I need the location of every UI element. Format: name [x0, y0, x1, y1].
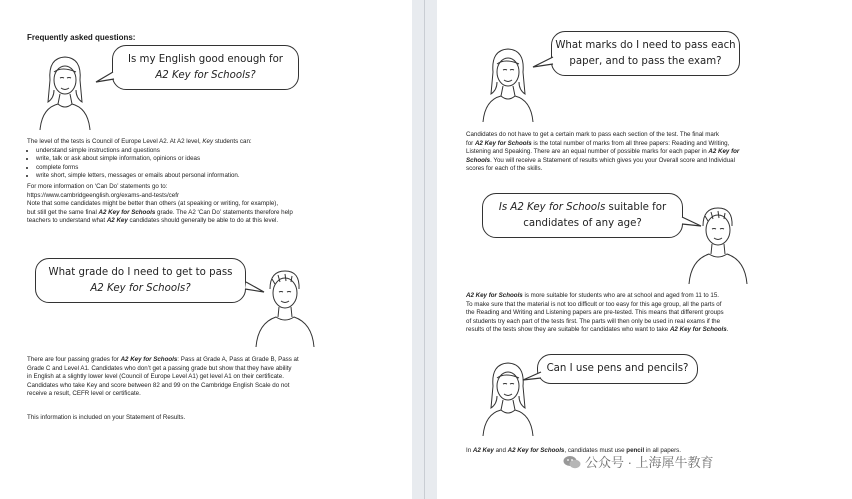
left-page	[0, 0, 412, 499]
list-item: • complete forms	[36, 164, 293, 173]
bubble-tail	[521, 370, 543, 384]
speech-bubble-q1: Is my English good enough for A2 Key for Schools?	[112, 45, 299, 90]
marks-paragraph: Candidates do not have to get a certain mark to pass each section of the test. The final mark for A2 Key for Schools is the total number of marks from all three papers: Reading and Writing, Listening and Speaking. There are an equal number of possible marks for each paper in A2 Key for Schools. You will receive a Statement of results which gives you your Overall score and Individual scores for each of the skills.	[466, 131, 740, 173]
girl-illustration	[473, 356, 543, 436]
list-item: • write short, simple letters, messages or emails about personal information.	[36, 172, 293, 181]
speech-bubble-q3: What marks do I need to pass each paper, and to pass the exam?	[551, 31, 740, 76]
list-item: • write, talk or ask about simple information, opinions or ideas	[36, 155, 293, 164]
wechat-icon	[563, 455, 581, 469]
watermark-text: 公众号 · 上海犀牛教育	[585, 455, 714, 470]
watermark	[563, 452, 714, 471]
right-page	[437, 0, 852, 499]
suitability-paragraph: A2 Key for Schools is more suitable for students who are at school and aged from 11 to 15. To make sure that the material is not too difficult or too easy for this age group, all the parts of the Reading and Writing and Listening papers are pre-tested. This means that different groups of students try each part of the tests first. The parts will then only be used in real exams if the results of the tests show they are suitable for candidates who want to take A2 Key for Schools.	[466, 292, 729, 334]
grades-paragraph: There are four passing grades for A2 Key for Schools: Pass at Grade A, Pass at Grade B, Pass at Grade C and Level A1. Candidates who don’t get a passing grade but show that they have ability in English at a slightly lower level (Council of Europe Level A1) get level A1 on their certificate. Candidates who take Key and score between 82 and 99 on the Cambridge English Scale do not receive a result, CEFR level or certificate.	[27, 356, 299, 398]
level-paragraph: The level of the tests is Council of Europe Level A2. At A2 level, Key students can: • understand simple instructions and questions • write, talk or ask about simple information, opinions or ideas • complete forms • write short, simple letters, messages or emails about personal information. For more information on ‘Can Do’ statements go to: https://www.cambridgeenglish.org/exams-and-tests/cefr Note that some candidates might be better than others (at speaking or writing, for example), but still get the same final A2 Key for Schools grade. The A2 ‘Can Do’ statements therefore help teachers to understand what A2 Key candidates should generally be able to do at this level.	[27, 138, 293, 226]
faq-heading: Frequently asked questions:	[27, 33, 136, 42]
gutter-divider	[424, 0, 425, 499]
speech-bubble-q4: Is A2 Key for Schools suitable for candidates of any age?	[482, 193, 683, 238]
girl-illustration	[30, 50, 100, 130]
bubble-tail	[94, 70, 118, 86]
cefr-link[interactable]: https://www.cambridgeenglish.org/exams-and-tests/cefr	[27, 191, 180, 199]
boy-illustration	[681, 202, 753, 284]
list-item: • understand simple instructions and questions	[36, 147, 293, 156]
abilities-list	[27, 147, 293, 181]
statement-info: This information is included on your Statement of Results.	[27, 414, 186, 421]
speech-bubble-q2: What grade do I need to get to pass A2 Key for Schools?	[35, 258, 246, 303]
speech-bubble-q5: Can I use pens and pencils?	[537, 354, 698, 384]
bubble-tail	[531, 55, 555, 71]
pencil-paragraph: In A2 Key and A2 Key for Schools, candidates must use pencil in all papers.	[466, 447, 681, 454]
boy-illustration	[248, 265, 320, 347]
girl-illustration	[473, 42, 543, 122]
